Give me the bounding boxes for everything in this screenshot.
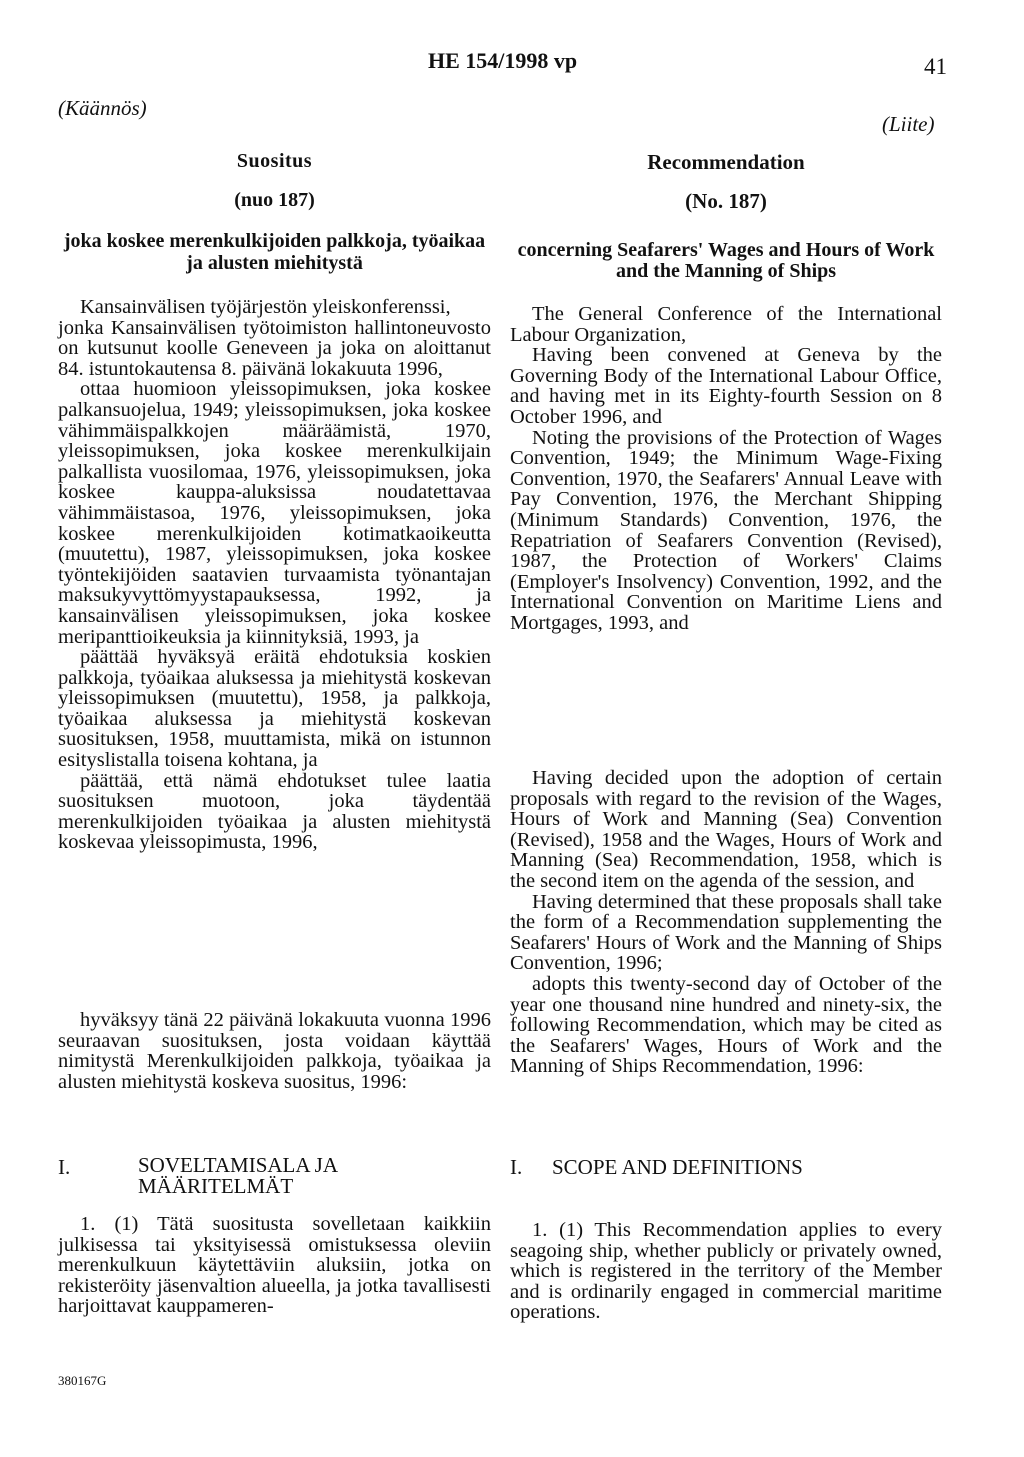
document-id: HE 154/1998 vp [428, 48, 578, 73]
footer-code: 380167G [58, 1373, 107, 1388]
left-preamble-paragraph: ottaa huomioon yleissopimuksen, joka koskee palkansuojelua, 1949; yleissopimuksen, joka koskee vähimmäispalkkojen määräämistä, 1970, yleissopimuksen, joka koskee merenkulkijain palkallista vuosilomaa, 1976, yleissopimuksen, joka koskee kauppa-aluksissa noudatettavaa vähimmäistasoa, 1976, yleissopimuksen, joka koskee merenkulkijoiden kotimatkaoikeutta (muutettu), 1987, yleissopimuksen, joka koskee työntekijöiden saatavien turvaamista työnantajan maksukyvyttömyystapauksessa, 1992, ja kansainvälisen yleissopimuksen, joka koskee meripanttioikeuksia ja kiinnityksiä, 1993, ja [58, 378, 491, 648]
right-recommendation-number: (No. 187) [685, 189, 767, 213]
right-preamble-paragraph: Having been convened at Geneva by the Governing Body of the International Labour Office, and having met in its Eighty-fourth Session on 8 October 1996, and [510, 344, 942, 428]
left-adoption-paragraph: hyväksyy tänä 22 päivänä lokakuuta vuonna 1996 seuraavan suosituksen, josta voidaan käyttää nimitystä Merenkulkijoiden palkkoja, työaikaa ja alusten miehitystä koskeva suositus, 1996: [58, 1009, 491, 1093]
left-section-numeral: I. [58, 1155, 71, 1179]
page-number: 41 [924, 54, 947, 79]
right-decision-paragraph: adopts this twenty-second day of October of the year one thousand nine hundred and ninety-six, the following Recommendation, which may be cited as the Seafarers' Wages, Hours of Work and the Manning of Ships Recommendation, 1996: [510, 972, 942, 1078]
left-adoption-clause [58, 1010, 491, 1092]
left-section-title: SOVELTAMISALA JA MÄÄRITELMÄT [138, 1153, 337, 1198]
left-clause-1 [58, 1214, 491, 1317]
right-subtitle: concerning Seafarers' Wages and Hours of Work and the Manning of Ships [517, 239, 935, 282]
right-title: Recommendation [647, 150, 805, 174]
right-clause-1-text: 1. (1) This Recommendation applies to every seagoing ship, whether publicly or privately owned, which is registered in the territory of the Member and is ordinarily engaged in commercial maritime operations. [510, 1219, 942, 1324]
left-preamble-paragraph: Kansainvälisen työjärjestön yleiskonferenssi, [80, 296, 451, 318]
left-title: Suositus [236, 150, 313, 172]
right-section-numeral: I. [510, 1155, 523, 1179]
right-preamble [510, 304, 942, 634]
right-decision-paragraph: Having decided upon the adoption of certain proposals with regard to the revision of the Wages, Hours of Work and Manning (Sea) Convention (Revised), 1958 and the Wages, Hours of Work and Manning (Sea) Recommendation, 1958, which is the second item on the agenda of the session, and [510, 767, 942, 892]
left-preamble-paragraph: jonka Kansainvälisen työtoimiston hallintoneuvosto on kutsunut koolle Geneveen ja joka on aloittanut 84. istuntokautensa 8. päivänä lokakuuta 1996, [58, 316, 491, 380]
right-decision-paragraph: Having determined that these proposals shall take the form of a Recommendation supplementing the Seafarers' Hours of Work and the Manning of Ships Convention, 1996; [510, 890, 942, 975]
right-decisions [510, 768, 942, 1077]
left-clause-1-text: 1. (1) Tätä suositusta sovelletaan kaikkiin julkisessa tai yksityisessä omistuksessa oleviin merenkulkuun käytettäviin aluksiin, jotka on rekisteröity jäsenvaltion alueella, ja jotka tavallisesti harjoittavat kauppameren- [58, 1213, 491, 1318]
left-preamble-paragraph: päättää, että nämä ehdotukset tulee laatia suosituksen muotoon, joka täydentää merenkulkijoiden työaikaa ja alusten miehitystä koskevaa yleissopimusta, 1996, [58, 769, 491, 854]
right-preamble-paragraph: The General Conference of the International Labour Organization, [510, 303, 942, 346]
right-section-title: SCOPE AND DEFINITIONS [552, 1155, 803, 1179]
left-recommendation-number: (nuo 187) [234, 189, 315, 211]
left-preamble-paragraph: päättää hyväksyä eräitä ehdotuksia koskien palkkoja, työaikaa aluksessa ja miehitystä koskevan yleissopimuksen (muutettu), 1958, ja palkkoja, työaikaa aluksessa ja miehitystä koskevan suosituksen, 1958, muuttamista, mikä on istunnon esityslistalla toisena kohtana, ja [58, 646, 491, 772]
translation-label: (Käännös) [58, 96, 147, 120]
right-preamble-paragraph: Noting the provisions of the Protection of Wages Convention, 1949; the Minimum Wage-Fixing Convention, 1970, the Seafarers' Annual Leave with Pay Convention, 1976, the Merchant Shipping (Minimum Standards) Convention, 1976, the Repatriation of Seafarers Convention (Revised), 1987, the Protection of Workers' Claims (Employer's Insolvency) Convention, 1992, and the International Convention on Maritime Liens and Mortgages, 1993, and [510, 426, 942, 634]
left-preamble [58, 297, 491, 853]
appendix-label: (Liite) [882, 112, 935, 136]
right-clause-1 [510, 1220, 942, 1323]
left-subtitle: joka koskee merenkulkijoiden palkkoja, työaikaa ja alusten miehitystä [63, 230, 486, 274]
